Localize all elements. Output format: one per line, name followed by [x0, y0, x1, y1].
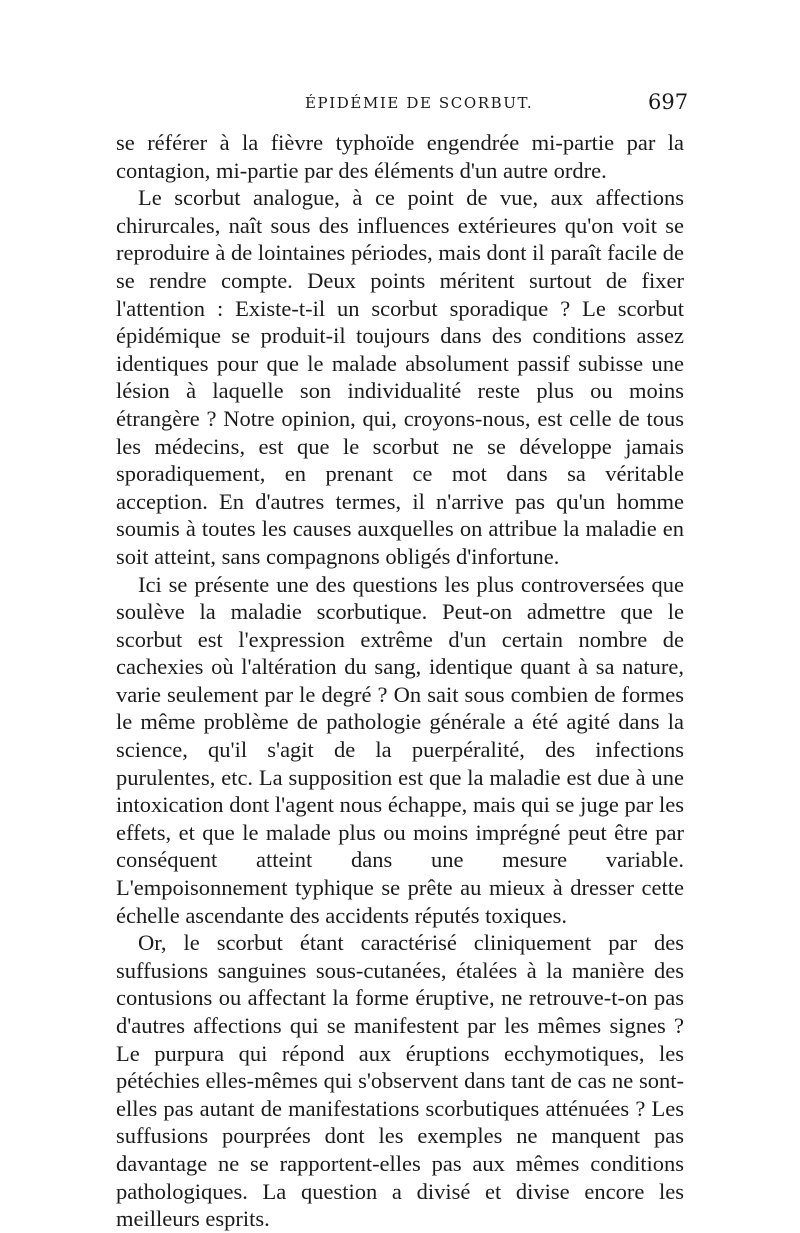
- running-title: ÉPIDÉMIE DE SCORBUT.: [305, 94, 534, 112]
- paragraph-2: Le scorbut analogue, à ce point de vue, aux affections chirurcales, naît sous des influences extérieures qu'on voit se reproduire à de lointaines périodes, mais dont il paraît facile de se rendre compte. Deux points méritent surtout de fixer l'attention : Existe-t-il un scorbut sporadique ? Le scorbut épidémique se produit-il toujours dans des conditions assez identiques pour que le malade absolument passif subisse une lésion à laquelle son individualité reste plus ou moins étrangère ? Notre opinion, qui, croyons-nous, est celle de tous les médecins, est que le scorbut ne se développe jamais sporadiquement, en prenant ce mot dans sa véritable acception. En d'autres termes, il n'arrive pas qu'un homme soumis à toutes les causes auxquelles on attribue la maladie en soit atteint, sans compagnons obligés d'infortune.: [116, 185, 684, 569]
- page-header: [0, 90, 800, 124]
- paragraph-1: se référer à la fièvre typhoïde engendrée mi-partie par la contagion, mi-partie par des éléments d'un autre ordre.: [116, 130, 684, 183]
- paragraph-3: Ici se présente une des questions les plus controversées que soulève la maladie scorbutique. Peut-on admettre que le scorbut est l'expression extrême d'un certain nombre de cachexies où l'altération du sang, identique quant à sa nature, varie seulement par le degré ? On sait sous combien de formes le même problème de pathologie générale a été agité dans la science, qu'il s'agit de la puerpéralité, des infections purulentes, etc. La supposition est que la maladie est due à une intoxication dont l'agent nous échappe, mais qui se juge par les effets, et que le malade plus ou moins imprégné peut être par conséquent atteint dans une mesure variable. L'empoisonnement typhique se prête au mieux à dresser cette échelle ascendante des accidents réputés toxiques.: [116, 571, 684, 928]
- paragraph-4: Or, le scorbut étant caractérisé cliniquement par des suffusions sanguines sous-cutanées, étalées à la manière des contusions ou affectant la forme éruptive, ne retrouve-t-on pas d'autres affections qui se manifestent par les mêmes signes ? Le purpura qui répond aux éruptions ecchymotiques, les pétéchies elles-mêmes qui s'observent dans tant de cas ne sont-elles pas autant de manifestations scorbutiques atténuées ? Les suffusions pourprées dont les exemples ne manquent pas davantage ne se rapportent-elles pas aux mêmes conditions pathologiques. La question a divisé et divise encore les meilleurs esprits.: [116, 930, 684, 1232]
- page-number: 697: [648, 90, 689, 114]
- body-text: [116, 129, 684, 1233]
